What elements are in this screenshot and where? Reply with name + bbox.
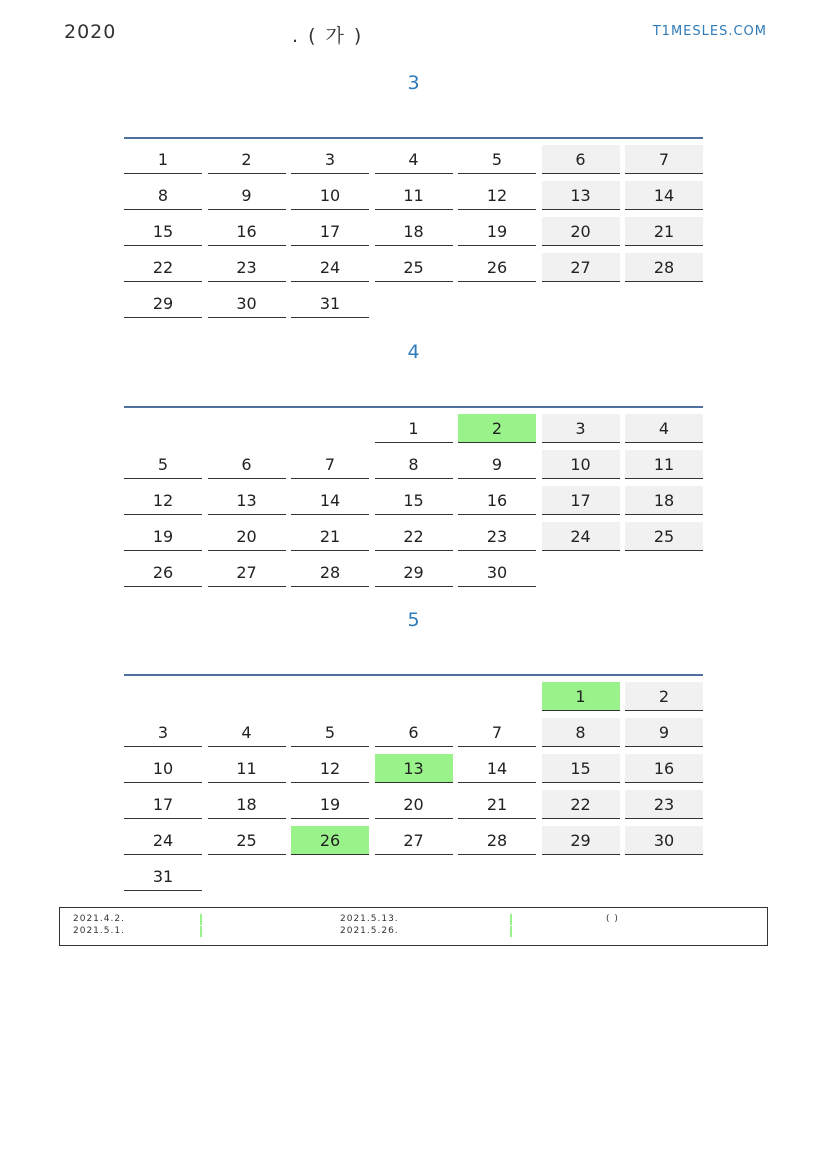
calendar-day-cell: 8 [542,718,620,747]
calendar-day-cell: 5 [291,718,369,747]
calendar-day-cell: 17 [542,486,620,515]
calendar-day-cell: 2 [625,682,703,711]
calendar-day-cell: 29 [542,826,620,855]
calendar-day-cell: 23 [625,790,703,819]
calendar-day-cell: 12 [291,754,369,783]
calendar-day-cell: 29 [375,558,453,587]
calendar-day-cell: 7 [291,450,369,479]
calendar-day-cell: 28 [458,826,536,855]
calendar-day-cell: 24 [291,253,369,282]
year-label: 2020 [64,21,117,43]
calendar-day-cell: 9 [625,718,703,747]
calendar-day-cell: 21 [458,790,536,819]
calendar-day-cell: 28 [291,558,369,587]
month-title-5: 5 [407,609,420,631]
legend-holiday-marker [200,914,202,925]
calendar-day-cell: 19 [124,522,202,551]
calendar-day-cell: 6 [208,450,286,479]
holiday-legend [59,907,768,946]
calendar-day-cell: 13 [542,181,620,210]
calendar-day-cell: 28 [625,253,703,282]
calendar-day-cell: 24 [542,522,620,551]
calendar-day-cell: 5 [124,450,202,479]
calendar-day-cell: 20 [208,522,286,551]
calendar-day-cell: 16 [208,217,286,246]
calendar-day-cell: 16 [458,486,536,515]
calendar-day-cell: 14 [458,754,536,783]
calendar-day-cell: 1 [124,145,202,174]
legend-holiday-marker [510,926,512,937]
calendar-day-cell: 22 [124,253,202,282]
calendar-day-cell: 10 [542,450,620,479]
calendar-day-cell: 14 [291,486,369,515]
month-title-4: 4 [407,341,420,363]
calendar-day-cell: 4 [375,145,453,174]
calendar-day-cell: 11 [208,754,286,783]
calendar-day-cell: 27 [375,826,453,855]
month-rule-3 [124,137,703,139]
calendar-day-cell: 23 [208,253,286,282]
legend-holiday-marker [200,926,202,937]
calendar-day-cell: 4 [208,718,286,747]
calendar-day-cell: 1 [375,414,453,443]
calendar-day-cell: 30 [625,826,703,855]
calendar-day-cell: 27 [208,558,286,587]
legend-note: ( ) [606,914,619,924]
calendar-day-cell: 7 [625,145,703,174]
calendar-day-cell: 10 [291,181,369,210]
calendar-day-cell: 19 [458,217,536,246]
calendar-day-cell: 26 [124,558,202,587]
calendar-day-cell: 5 [458,145,536,174]
calendar-day-cell: 23 [458,522,536,551]
document-heading: . ( 가 ) [292,25,363,47]
calendar-day-cell: 9 [208,181,286,210]
calendar-day-cell: 26 [458,253,536,282]
calendar-day-cell: 25 [375,253,453,282]
calendar-day-cell: 25 [208,826,286,855]
month-rule-4 [124,406,703,408]
legend-date: 2021.4.2. [73,914,125,924]
calendar-day-cell: 16 [625,754,703,783]
month-title-3: 3 [407,72,420,94]
calendar-day-cell: 30 [458,558,536,587]
calendar-day-cell: 20 [375,790,453,819]
calendar-day-cell: 1 [542,682,620,711]
calendar-day-cell: 30 [208,289,286,318]
calendar-day-cell: 6 [542,145,620,174]
calendar-day-cell: 13 [208,486,286,515]
calendar-day-cell: 11 [375,181,453,210]
calendar-day-cell: 10 [124,754,202,783]
calendar-day-cell: 18 [625,486,703,515]
calendar-day-cell: 3 [542,414,620,443]
calendar-day-cell: 15 [124,217,202,246]
calendar-day-cell: 27 [542,253,620,282]
calendar-day-cell: 18 [375,217,453,246]
calendar-day-cell: 26 [291,826,369,855]
calendar-day-cell: 15 [542,754,620,783]
calendar-day-cell: 25 [625,522,703,551]
calendar-day-cell: 7 [458,718,536,747]
calendar-day-cell: 22 [542,790,620,819]
legend-date: 2021.5.1. [73,926,125,936]
legend-date: 2021.5.26. [340,926,399,936]
calendar-day-cell: 21 [291,522,369,551]
calendar-day-cell: 3 [124,718,202,747]
calendar-day-cell: 17 [124,790,202,819]
calendar-day-cell: 8 [375,450,453,479]
calendar-day-cell: 6 [375,718,453,747]
month-rule-5 [124,674,703,676]
calendar-day-cell: 2 [208,145,286,174]
calendar-day-cell: 24 [124,826,202,855]
calendar-day-cell: 14 [625,181,703,210]
calendar-day-cell: 21 [625,217,703,246]
calendar-day-cell: 18 [208,790,286,819]
calendar-day-cell: 11 [625,450,703,479]
legend-date: 2021.5.13. [340,914,399,924]
site-logo-link[interactable]: T1MESLES.COM [652,24,767,39]
calendar-day-cell: 15 [375,486,453,515]
calendar-day-cell: 9 [458,450,536,479]
calendar-day-cell: 4 [625,414,703,443]
calendar-day-cell: 29 [124,289,202,318]
calendar-day-cell: 31 [124,862,202,891]
calendar-day-cell: 8 [124,181,202,210]
calendar-day-cell: 13 [375,754,453,783]
calendar-day-cell: 3 [291,145,369,174]
calendar-day-cell: 12 [458,181,536,210]
calendar-day-cell: 12 [124,486,202,515]
calendar-day-cell: 31 [291,289,369,318]
legend-holiday-marker [510,914,512,925]
calendar-day-cell: 22 [375,522,453,551]
calendar-day-cell: 20 [542,217,620,246]
calendar-day-cell: 2 [458,414,536,443]
calendar-day-cell: 17 [291,217,369,246]
calendar-day-cell: 19 [291,790,369,819]
